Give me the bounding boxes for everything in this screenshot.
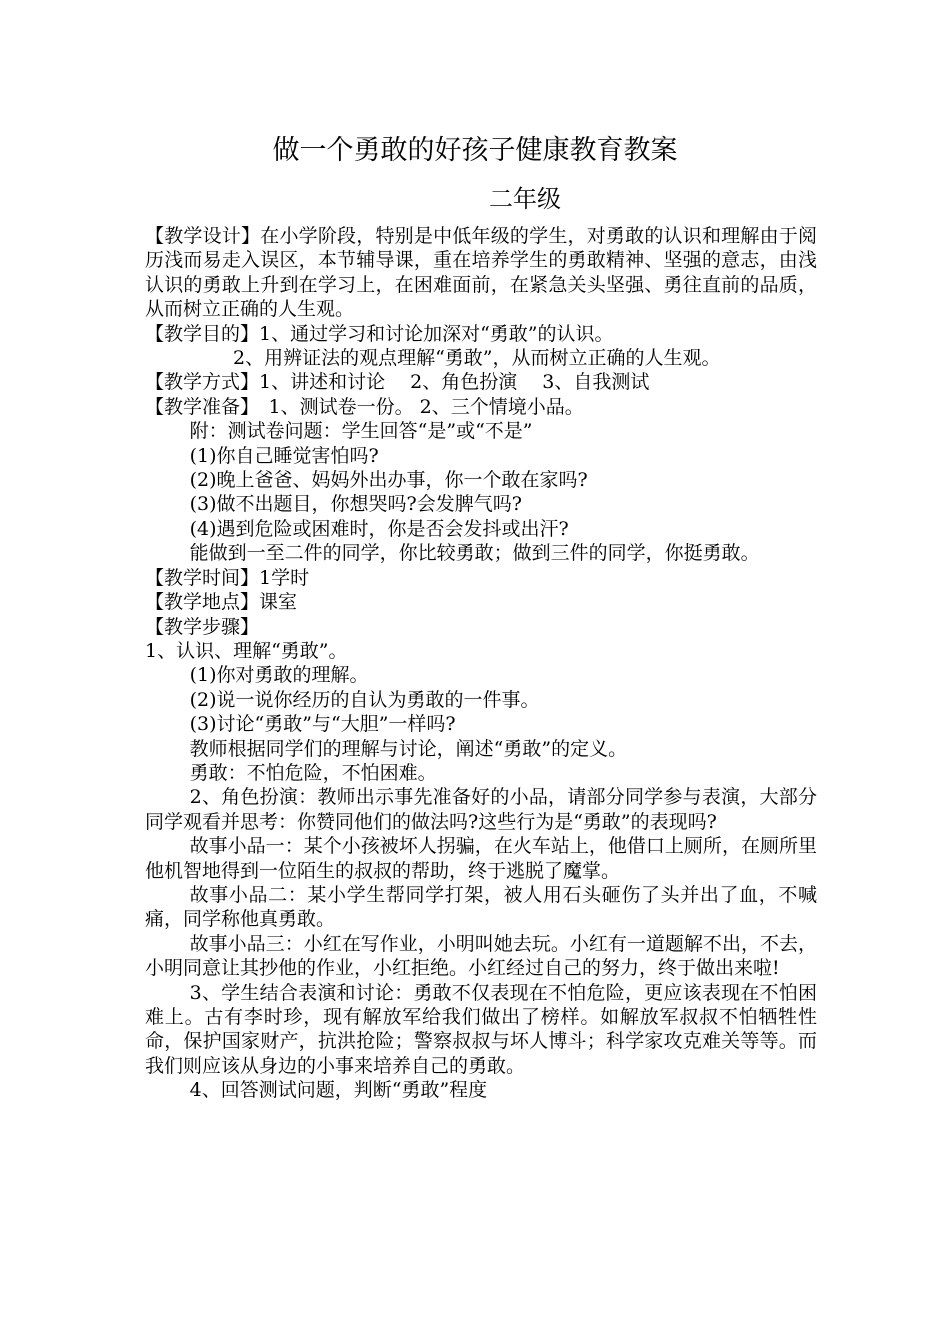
paragraph: (2)说一说你经历的自认为勇敢的一件事。: [189, 688, 540, 711]
paragraph: 3、学生结合表演和讨论：勇敢不仅表现在不怕危险，更应该表现在不怕困难上。古有李时珍，现有解放军给我们做出了榜样。如解放军叔叔不怕牺牲性命，保护国家财产，抗洪抢险；警察叔叔与坏人博斗；科学家攻克难关等等。而我们则应该从身边的小事来培养自己的勇敢。: [145, 981, 817, 1077]
paragraph: 【教学地点】课室: [145, 591, 298, 614]
paragraph: 【教学目的】1、通过学习和讨论加深对“勇敢”的认识。: [145, 322, 614, 345]
paragraph: 故事小品三：小红在写作业，小明叫她去玩。小红有一道题解不出，不去，小明同意让其抄他的作业，小红拒绝。小红经过自己的努力，终于做出来啦!: [145, 932, 817, 980]
document-body: [145, 224, 817, 1103]
grade-heading: 二年级: [489, 185, 561, 213]
paragraph: 【教学时间】1学时: [145, 566, 310, 589]
paragraph: (3)做不出题目，你想哭吗?会发脾气吗?: [189, 493, 522, 516]
paragraph: (4)遇到危险或困难时，你是否会发抖或出汗?: [189, 517, 569, 540]
paragraph: 附：测试卷问题：学生回答“是”或“不是”: [189, 420, 533, 443]
paragraph: 【教学方式】1、讲述和讨论 2、角色扮演 3、自我测试: [145, 371, 650, 394]
document-title: 做一个勇敢的好孩子健康教育教案: [272, 135, 678, 166]
paragraph: 能做到一至二件的同学，你比较勇敢；做到三件的同学，你挺勇敢。: [189, 542, 760, 565]
paragraph: 【教学设计】在小学阶段，特别是中低年级的学生，对勇敢的认识和理解由于阅历浅而易走入误区，本节辅导课，重在培养学生的勇敢精神、坚强的意志，由浅认识的勇敢上升到在学习上，在困难面前，在紧急关头坚强、勇往直前的品质，从而树立正确的人生观。: [145, 225, 817, 321]
paragraph: (1)你对勇敢的理解。: [189, 664, 369, 687]
paragraph: 【教学步骤】: [145, 615, 260, 638]
paragraph: 故事小品一：某个小孩被坏人拐骗，在火车站上，他借口上厕所，在厕所里他机智地得到一位陌生的叔叔的帮助，终于逃脱了魔掌。: [145, 835, 817, 882]
paragraph: 1、认识、理解“勇敢”。: [145, 639, 348, 662]
paragraph: 4、回答测试问题，判断“勇敢”程度: [189, 1079, 488, 1102]
paragraph: 【教学准备】 1、测试卷一份。 2、三个情境小品。: [145, 395, 584, 418]
paragraph: (2)晚上爸爸、妈妈外出办事，你一个敢在家吗?: [189, 469, 588, 492]
paragraph: 勇敢：不怕危险，不怕困难。: [189, 761, 437, 784]
paragraph: 2、角色扮演：教师出示事先准备好的小品，请部分同学参与表演，大部分同学观看并思考：你赞同他们的做法吗?这些行为是“勇敢”的表现吗?: [145, 786, 817, 833]
paragraph: 故事小品二：某小学生帮同学打架，被人用石头砸伤了头并出了血，不喊痛，同学称他真勇敢。: [145, 883, 817, 931]
paragraph: 教师根据同学们的理解与讨论，阐述“勇敢”的定义。: [189, 737, 628, 760]
paragraph: 2、用辨证法的观点理解“勇敢”，从而树立正确的人生观。: [233, 347, 721, 370]
paragraph: (1)你自己睡觉害怕吗?: [189, 444, 379, 467]
paragraph: (3)讨论“勇敢”与“大胆”一样吗?: [189, 713, 456, 736]
